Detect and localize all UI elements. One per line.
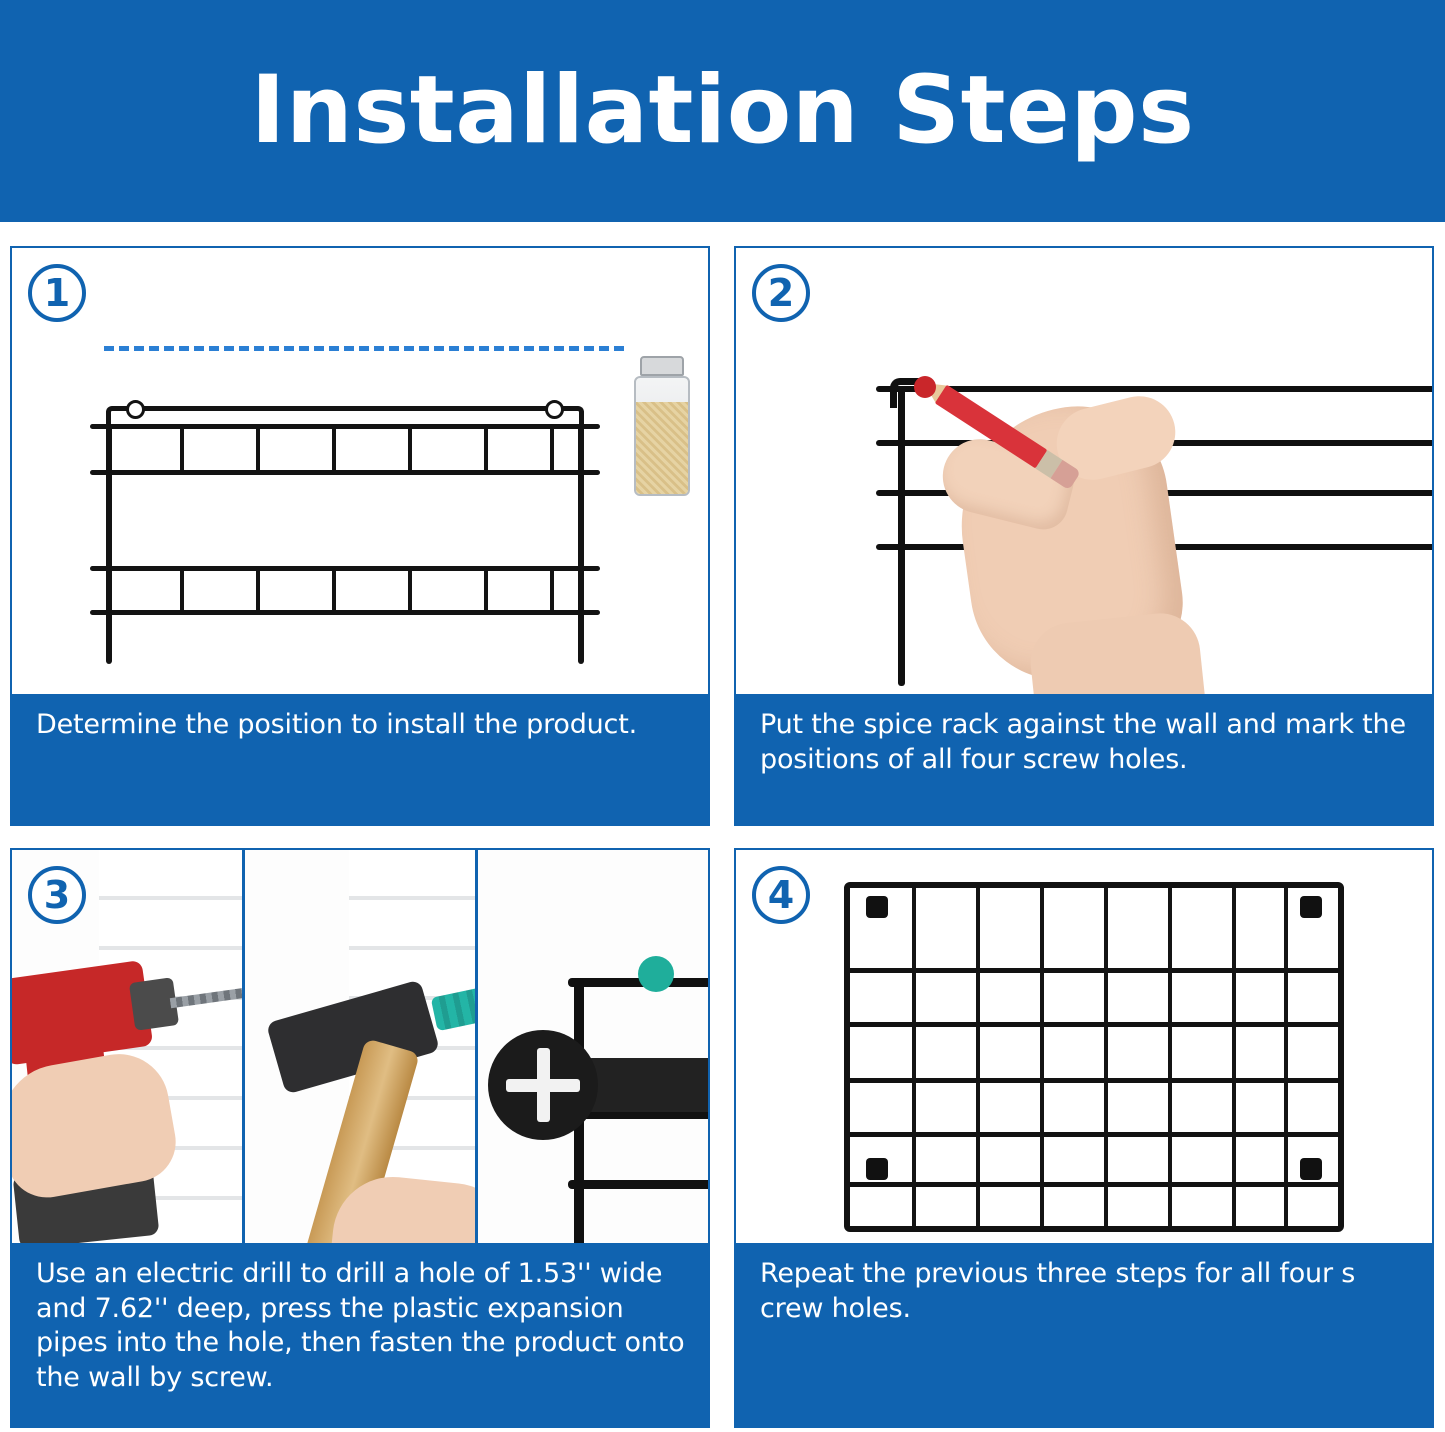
step-2-illustration bbox=[736, 248, 1432, 694]
rack-bar bbox=[90, 610, 600, 615]
rack-wire bbox=[1168, 888, 1172, 1226]
rack-side-rail bbox=[898, 386, 905, 686]
rack-wire bbox=[912, 888, 916, 1226]
rack-divider bbox=[332, 566, 336, 610]
step-card-1 bbox=[10, 246, 710, 826]
rack-bar bbox=[90, 470, 600, 475]
screw-point-icon bbox=[866, 1158, 888, 1180]
screw-point-icon bbox=[1300, 896, 1322, 918]
rack-wire bbox=[976, 888, 980, 1226]
screw-point-icon bbox=[1300, 1158, 1322, 1180]
step-card-2 bbox=[734, 246, 1434, 826]
rack-divider bbox=[550, 424, 554, 470]
screw-shaft bbox=[586, 1058, 708, 1112]
screw-hole-icon bbox=[126, 400, 145, 419]
rack-wire bbox=[1040, 888, 1044, 1226]
steps-row-1 bbox=[10, 246, 1435, 826]
step-1-illustration bbox=[12, 248, 708, 694]
steps-grid bbox=[10, 246, 1435, 1428]
mounted-spice-rack-icon bbox=[844, 882, 1344, 1232]
page-title: Installation Steps bbox=[250, 56, 1195, 165]
step-number-badge-2: 2 bbox=[752, 264, 810, 322]
step-caption-4: Repeat the previous three steps for all four s crew holes. bbox=[736, 1243, 1432, 1428]
rack-divider bbox=[180, 424, 184, 470]
rack-divider bbox=[408, 566, 412, 610]
rack-shelf bbox=[850, 1078, 1338, 1083]
step-card-4 bbox=[734, 848, 1434, 1428]
anchor-in-wall-icon bbox=[638, 956, 674, 992]
rack-shelf bbox=[850, 1132, 1338, 1137]
jar-body bbox=[634, 376, 690, 496]
rack-divider bbox=[408, 424, 412, 470]
rack-bar bbox=[568, 1180, 708, 1189]
dashed-alignment-line-icon bbox=[104, 346, 624, 351]
rack-divider bbox=[256, 566, 260, 610]
screw-hole-icon bbox=[545, 400, 564, 419]
rack-wire bbox=[1284, 888, 1288, 1226]
subpanel-mallet bbox=[245, 850, 478, 1243]
rack-shelf bbox=[850, 968, 1338, 973]
steps-row-2 bbox=[10, 848, 1435, 1428]
screw-icon bbox=[488, 1030, 598, 1140]
jar-contents bbox=[636, 402, 688, 494]
rack-bar bbox=[90, 566, 600, 571]
step-card-3 bbox=[10, 848, 710, 1428]
rack-frame bbox=[844, 882, 1344, 1232]
header-banner bbox=[0, 0, 1445, 222]
jar-lid bbox=[640, 356, 684, 376]
rack-side-rail bbox=[106, 424, 112, 664]
subpanel-screw bbox=[478, 850, 708, 1243]
step-4-illustration bbox=[736, 850, 1432, 1243]
rack-wire bbox=[1232, 888, 1236, 1226]
rack-divider bbox=[484, 566, 488, 610]
spice-rack-icon bbox=[90, 398, 600, 628]
rack-divider bbox=[332, 424, 336, 470]
step-caption-1: Determine the position to install the product. bbox=[12, 694, 708, 826]
red-mark-dot-icon bbox=[914, 376, 936, 398]
rack-divider bbox=[550, 566, 554, 610]
screw-point-icon bbox=[866, 896, 888, 918]
step-caption-2: Put the spice rack against the wall and mark the positions of all four screw holes. bbox=[736, 694, 1432, 826]
rack-side-rail bbox=[578, 424, 584, 664]
rack-bar bbox=[90, 424, 600, 429]
rack-divider bbox=[180, 566, 184, 610]
rack-shelf bbox=[850, 1182, 1338, 1187]
step-3-illustration bbox=[12, 850, 708, 1243]
step-3-subpanels bbox=[12, 850, 708, 1243]
rack-divider bbox=[256, 424, 260, 470]
rack-wire bbox=[1104, 888, 1108, 1226]
step-number-badge-4: 4 bbox=[752, 866, 810, 924]
step-number-badge-1: 1 bbox=[28, 264, 86, 322]
rack-divider bbox=[484, 424, 488, 470]
step-caption-3: Use an electric drill to drill a hole of 1.53'' wide and 7.62'' deep, press the plastic expansion pipes into the hole, then fasten the product onto the wall by screw. bbox=[12, 1243, 708, 1428]
step-number-badge-3: 3 bbox=[28, 866, 86, 924]
spice-jar-icon bbox=[632, 356, 692, 498]
rack-shelf bbox=[850, 1022, 1338, 1027]
